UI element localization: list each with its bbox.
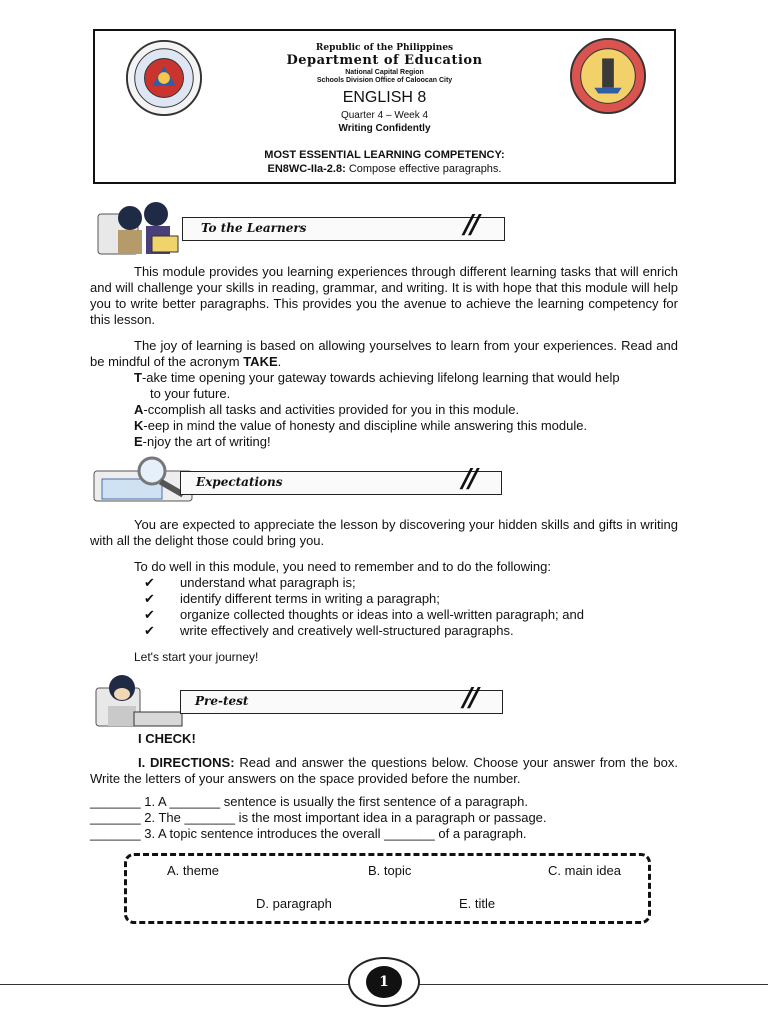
quarter-week: Quarter 4 – Week 4 [340,110,429,121]
republic-text: Republic of the Philippines [315,43,454,53]
pretest-body [90,731,678,842]
question-item: _______ 2. The _______ is the most important idea in a paragraph or passage. [90,810,547,825]
lesson-topic: Writing Confidently [338,123,431,134]
take-letter: E [134,434,143,449]
learners-paragraph-2 [90,338,678,370]
learners-paragraph-2-text: The joy of learning is based on allowing yourselves to learn from your experiences. Read and be mindful of the acronym [90,338,678,369]
take-letter: T [134,370,142,385]
check-icon: ✔ [144,591,155,606]
choice-e: E. title [459,896,496,911]
expectations-slashes: // [462,464,475,494]
take-text: -ccomplish all tasks and activities provided for you in this module. [143,402,520,417]
learners-reading-icon [96,200,196,258]
expectations-paragraph-2: To do well in this module, you need to remember and to do the following: [134,559,551,574]
competency-text: Compose effective paragraphs. [345,163,502,175]
choice-d: D. paragraph [256,896,332,911]
directions [90,755,678,787]
learners-body [90,264,678,450]
header-box [93,29,676,184]
question-list [90,794,678,842]
choice-b: B. topic [368,863,412,878]
checklist-item [144,591,678,607]
check-icon: ✔ [144,623,155,638]
region-text: National Capital Region [345,69,424,76]
expectations-body [90,517,678,665]
directions-text: Read and answer the questions below. Choose your answer from the box. Write the letters of your answers on the space provided before the number. [90,755,678,786]
learners-slashes: // [464,210,477,240]
competency-heading: MOST ESSENTIAL LEARNING COMPETENCY: [264,149,505,161]
checklist-text: understand what paragraph is; [180,575,356,590]
choice-a: A. theme [167,863,220,878]
take-list [90,370,678,450]
take-item-t-continued: to your future. [150,386,231,401]
learners-paragraph-1: This module provides you learning experiences through different learning tasks that will enrich and will challenge your skills in reading, grammar, and writing. It is with hope that this module will help you to write better paragraphs. This provides you the avenue to achieve the learning competency for this lesson. [90,264,678,327]
student-writing-icon [94,672,194,730]
expectations-closing: Let's start your journey! [134,650,259,664]
expectations-banner-title: Expectations [196,475,283,489]
pretest-banner-title: Pre-test [195,694,249,708]
page-number: 1 [366,966,402,998]
competency-code: EN8WC-IIa-2.8: [267,163,346,175]
take-letter: K [134,418,144,433]
checklist-text: organize collected thoughts or ideas into a well-written paragraph; and [180,607,584,622]
checklist-text: write effectively and creatively well-structured paragraphs. [180,623,514,638]
checklist-text: identify different terms in writing a paragraph; [180,591,440,606]
take-letter: A [134,402,144,417]
take-text: -njoy the art of writing! [142,434,271,449]
expectations-paragraph-1: You are expected to appreciate the lesson by discovering your hidden skills and gifts in writing with all the delight those could bring you. [90,517,678,548]
take-text: -ake time opening your gateway towards achieving lifelong learning that would help [141,370,620,385]
choice-c: C. main idea [548,863,621,878]
checklist-item [144,623,678,639]
expectations-checklist [90,575,678,639]
take-item-t [134,370,678,386]
department-text: Department of Education [286,53,483,68]
directions-label: I. DIRECTIONS: [138,755,235,770]
pretest-slashes: // [463,683,476,713]
take-item-k [134,418,678,434]
take-text: -eep in mind the value of honesty and discipline while answering this module. [143,418,588,433]
division-office-text: Schools Division Office of Caloocan City [316,77,453,84]
take-acronym: TAKE [243,354,278,369]
learners-paragraph-2-end: . [277,354,282,369]
question-item: _______ 3. A topic sentence introduces the overall _______ of a paragraph. [90,826,527,841]
take-item-e [134,434,678,450]
subject-title: ENGLISH 8 [342,89,427,106]
learners-banner-title: To the Learners [201,221,307,235]
i-check-heading: I CHECK! [138,731,196,746]
competency-line [95,163,674,175]
question-item: _______ 1. A _______ sentence is usually the first sentence of a paragraph. [90,794,528,809]
check-icon: ✔ [144,575,155,590]
checklist-item [144,607,678,623]
checklist-item [144,575,678,591]
check-icon: ✔ [144,607,155,622]
take-item-a [134,402,678,418]
